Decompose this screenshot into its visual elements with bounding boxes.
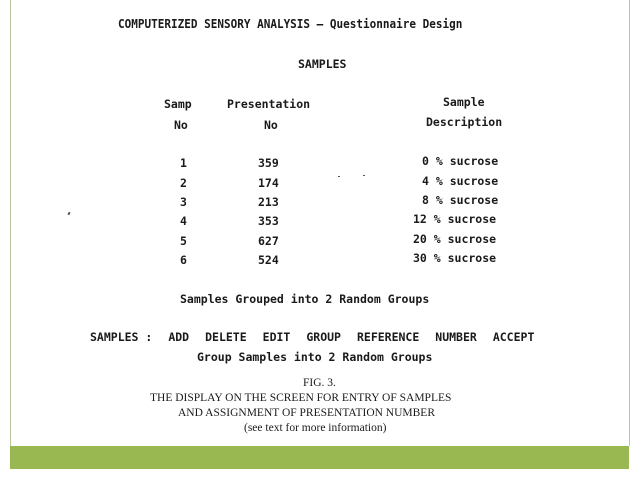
- menu-delete[interactable]: DELETE: [205, 330, 247, 344]
- bottom-accent-bar: [10, 446, 629, 469]
- prompt-text: Group Samples into 2 Random Groups: [197, 350, 433, 364]
- cell-samp-no: 3: [180, 195, 187, 209]
- scan-speck: [363, 175, 365, 176]
- menu-add[interactable]: ADD: [168, 330, 190, 344]
- header-presentation-line1: Presentation: [227, 97, 311, 111]
- cell-presentation-no: 174: [258, 176, 279, 190]
- header-presentation-line2: No: [264, 118, 278, 132]
- caption-line-3: (see text for more information): [244, 422, 387, 434]
- header-description-line1: Sample: [443, 95, 485, 109]
- scan-speck: [338, 176, 340, 177]
- cell-samp-no: 5: [180, 234, 187, 248]
- cell-description: 0 % sucrose: [422, 154, 499, 168]
- cell-samp-no: 4: [180, 214, 187, 228]
- cell-samp-no: 2: [180, 176, 187, 190]
- command-menu: [90, 330, 534, 344]
- menu-group[interactable]: GROUP: [306, 330, 341, 344]
- menu-prefix: SAMPLES :: [90, 330, 153, 344]
- cell-description: 12 % sucrose: [413, 212, 497, 226]
- menu-number[interactable]: NUMBER: [435, 330, 477, 344]
- header-samp-line2: No: [174, 118, 188, 132]
- menu-reference[interactable]: REFERENCE: [356, 330, 420, 344]
- status-text: Samples Grouped into 2 Random Groups: [180, 292, 430, 306]
- cell-presentation-no: 627: [258, 234, 279, 248]
- cell-samp-no: 6: [180, 253, 187, 267]
- cell-presentation-no: 213: [258, 195, 279, 209]
- cell-description: 20 % sucrose: [413, 232, 497, 246]
- section-label: SAMPLES: [298, 57, 347, 71]
- cell-presentation-no: 359: [258, 156, 279, 170]
- menu-edit[interactable]: EDIT: [262, 330, 291, 344]
- figure-number: FIG. 3.: [303, 377, 336, 389]
- caption-line-2: AND ASSIGNMENT OF PRESENTATION NUMBER: [178, 407, 436, 419]
- header-samp-line1: Samp: [164, 97, 192, 111]
- cell-presentation-no: 524: [258, 253, 279, 267]
- cell-description: 8 % sucrose: [422, 193, 499, 207]
- page-title: COMPUTERIZED SENSORY ANALYSIS – Questionnaire Design: [118, 16, 463, 31]
- cell-description: 4 % sucrose: [422, 174, 499, 188]
- cell-samp-no: 1: [180, 156, 187, 170]
- caption-line-1: THE DISPLAY ON THE SCREEN FOR ENTRY OF SAMPLES: [150, 392, 452, 404]
- menu-accept[interactable]: ACCEPT: [492, 330, 535, 344]
- header-description-line2: Description: [426, 115, 503, 129]
- cell-presentation-no: 353: [258, 214, 279, 228]
- cell-description: 30 % sucrose: [413, 251, 497, 265]
